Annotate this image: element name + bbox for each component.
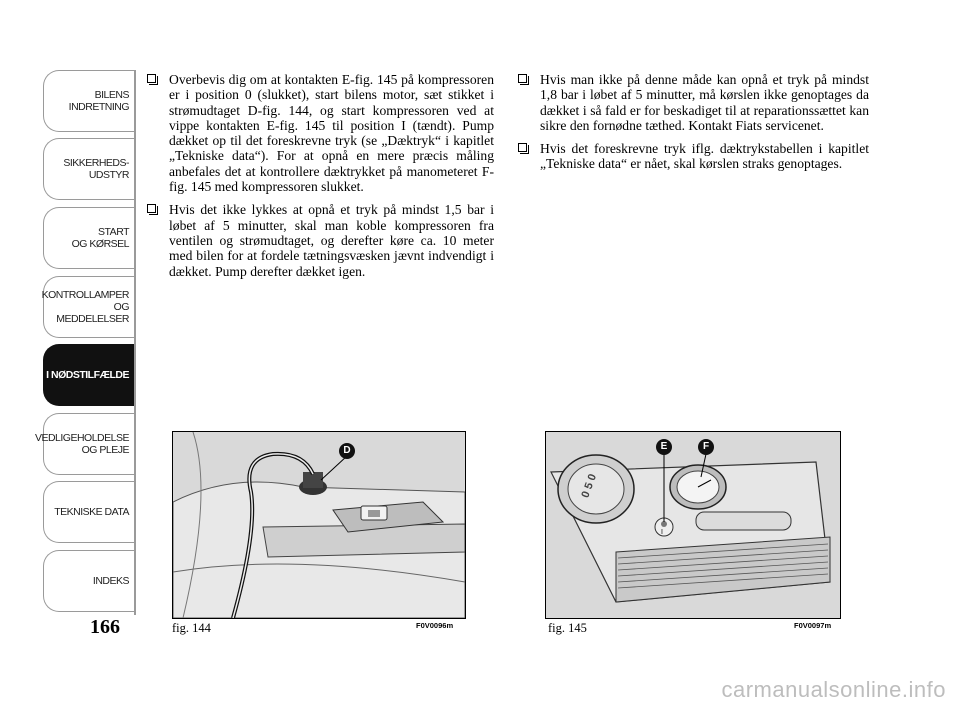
figure-code: F0V0096m <box>416 621 454 630</box>
checkbox-bullet-icon <box>147 204 156 213</box>
figure-caption: fig. 144 <box>172 621 211 635</box>
tab-rail <box>134 70 136 615</box>
bullet-paragraph <box>518 72 869 133</box>
tab-kontrollamper[interactable]: KONTROLLAMPER OG MEDDELELSER <box>43 276 135 338</box>
callout-f: F <box>698 439 714 455</box>
tab-indeks[interactable]: INDEKS <box>43 550 135 612</box>
tab-start-og-korsel[interactable]: START OG KØRSEL <box>43 207 135 269</box>
tab-sikkerhedsudstyr[interactable]: SIKKERHEDS- UDSTYR <box>43 138 135 200</box>
figure-145-illustration <box>545 431 841 619</box>
watermark: carmanualsonline.info <box>721 677 946 702</box>
left-column <box>147 72 494 287</box>
figure-144-illustration <box>172 431 466 619</box>
paragraph-text: Hvis man ikke på denne måde kan opnå et tryk på mindst 1,8 bar i løbet af 5 minutter, må kørslen ikke genoptages da dækket i så fald er for beskadiget til at reparationssættet kan sikre den fornødne tæthed. Kontakt Fiats servicenet. <box>540 72 869 133</box>
right-column <box>518 72 869 180</box>
switch-label: I <box>661 529 663 536</box>
checkbox-bullet-icon <box>147 74 156 83</box>
callout-d: D <box>339 443 355 459</box>
tab-i-nodstilfaelde[interactable]: I NØDSTILFÆLDE <box>43 344 135 406</box>
paragraph-text: Overbevis dig om at kontakten E-fig. 145 på kompressoren er i position 0 (slukket), start bilens motor, sæt stikket i strømudtaget D-fig. 144, og start kompressoren ved at vippe kontakten E-fig. 145 til position I (tændt). Pump dækket op til det foreskrevne tryk (se „Dæktryk“ i kapitlet „Tekniske data“). For at opnå en mere præcis måling anbefales det at kontrollere dæktrykket på manometeret F-fig. 145 med kompressoren slukket. <box>169 72 494 195</box>
paragraph-text: Hvis det ikke lykkes at opnå et tryk på mindst 1,5 bar i løbet af 5 minutter, skal man koble kompressoren fra ventilen og strømudtaget, og derefter køre ca. 10 meter med bilen for at fordele tætningsvæsken jævnt indvendigt i dækket. Pump derefter dækket igen. <box>169 202 494 279</box>
bullet-paragraph <box>147 202 494 278</box>
tab-bilens-indretning[interactable]: BILENS INDRETNING <box>43 70 135 132</box>
bullet-paragraph <box>518 141 869 172</box>
bullet-paragraph <box>147 72 494 194</box>
figure-code: F0V0097m <box>794 621 832 630</box>
paragraph-text: Hvis det foreskrevne tryk iflg. dæktrykstabellen i kapitlet „Tekniske data“ er nået, skal kørslen straks genoptages. <box>540 141 869 172</box>
tab-vedligeholdelse[interactable]: VEDLIGEHOLDELSE OG PLEJE <box>43 413 135 475</box>
tab-tekniske-data[interactable]: TEKNISKE DATA <box>43 481 135 543</box>
page-number: 166 <box>90 616 120 638</box>
gauge-scale-text: 0 5 0 <box>579 472 600 500</box>
callout-e: E <box>656 439 672 455</box>
checkbox-bullet-icon <box>518 143 527 152</box>
figure-caption: fig. 145 <box>548 621 587 635</box>
checkbox-bullet-icon <box>518 74 527 83</box>
